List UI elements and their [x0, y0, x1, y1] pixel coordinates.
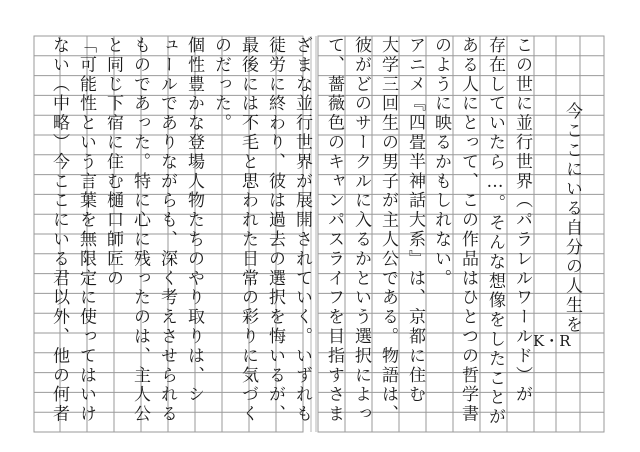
essay-line-3: ある人にとって、この作品はひとつの哲学書: [458, 36, 478, 424]
essay-line-1: この世に並行世界（パラレルワールド）が: [512, 36, 532, 405]
essay-line-4: のように映るかもしれない。: [431, 36, 451, 289]
essay-line-5: アニメ『四畳半神話大系』は、京都に住む: [405, 36, 425, 405]
essay-line-8: て、薔薇色のキャンパスライフを目指すさま: [324, 36, 344, 424]
essay-line-16: と同じ下宿に住む樋口師匠の: [103, 36, 123, 289]
essay-line-15: ものであった。特に心に残ったのは、主人公: [130, 36, 150, 424]
title-column: 今ここにいる自分の人生を: [562, 102, 582, 335]
essay-line-6: 大学三回生の男子が主人公である。物語は、: [378, 36, 398, 424]
essay-line-2: 存在していたら…。そんな想像をしたことが: [485, 36, 505, 427]
essay-line-7: 彼がどのサークルに入るかという選択によっ: [351, 36, 371, 424]
essay-line-9: ざまな並行世界が展開されていく。いずれも: [292, 36, 312, 424]
essay-line-12: のだった。: [211, 36, 231, 133]
essay-line-17: 「可能性という言葉を無限定に使ってはいけ: [76, 36, 96, 424]
essay-line-13: 個性豊かな登場人物たちのやり取りは、シ: [184, 36, 204, 405]
essay-line-11: 最後には不毛と思われた日常の彩りに気づく: [238, 36, 258, 424]
essay-line-14: ュールでありながらも、深く考えさせられる: [157, 36, 177, 424]
author-signature: K・R: [533, 332, 571, 350]
essay-line-10: 徒労に終わり、彼は過去の選択を悔いるが、: [265, 36, 285, 424]
essay-line-18: ない（中略）今ここにいる君以外、他の何者: [49, 36, 69, 424]
